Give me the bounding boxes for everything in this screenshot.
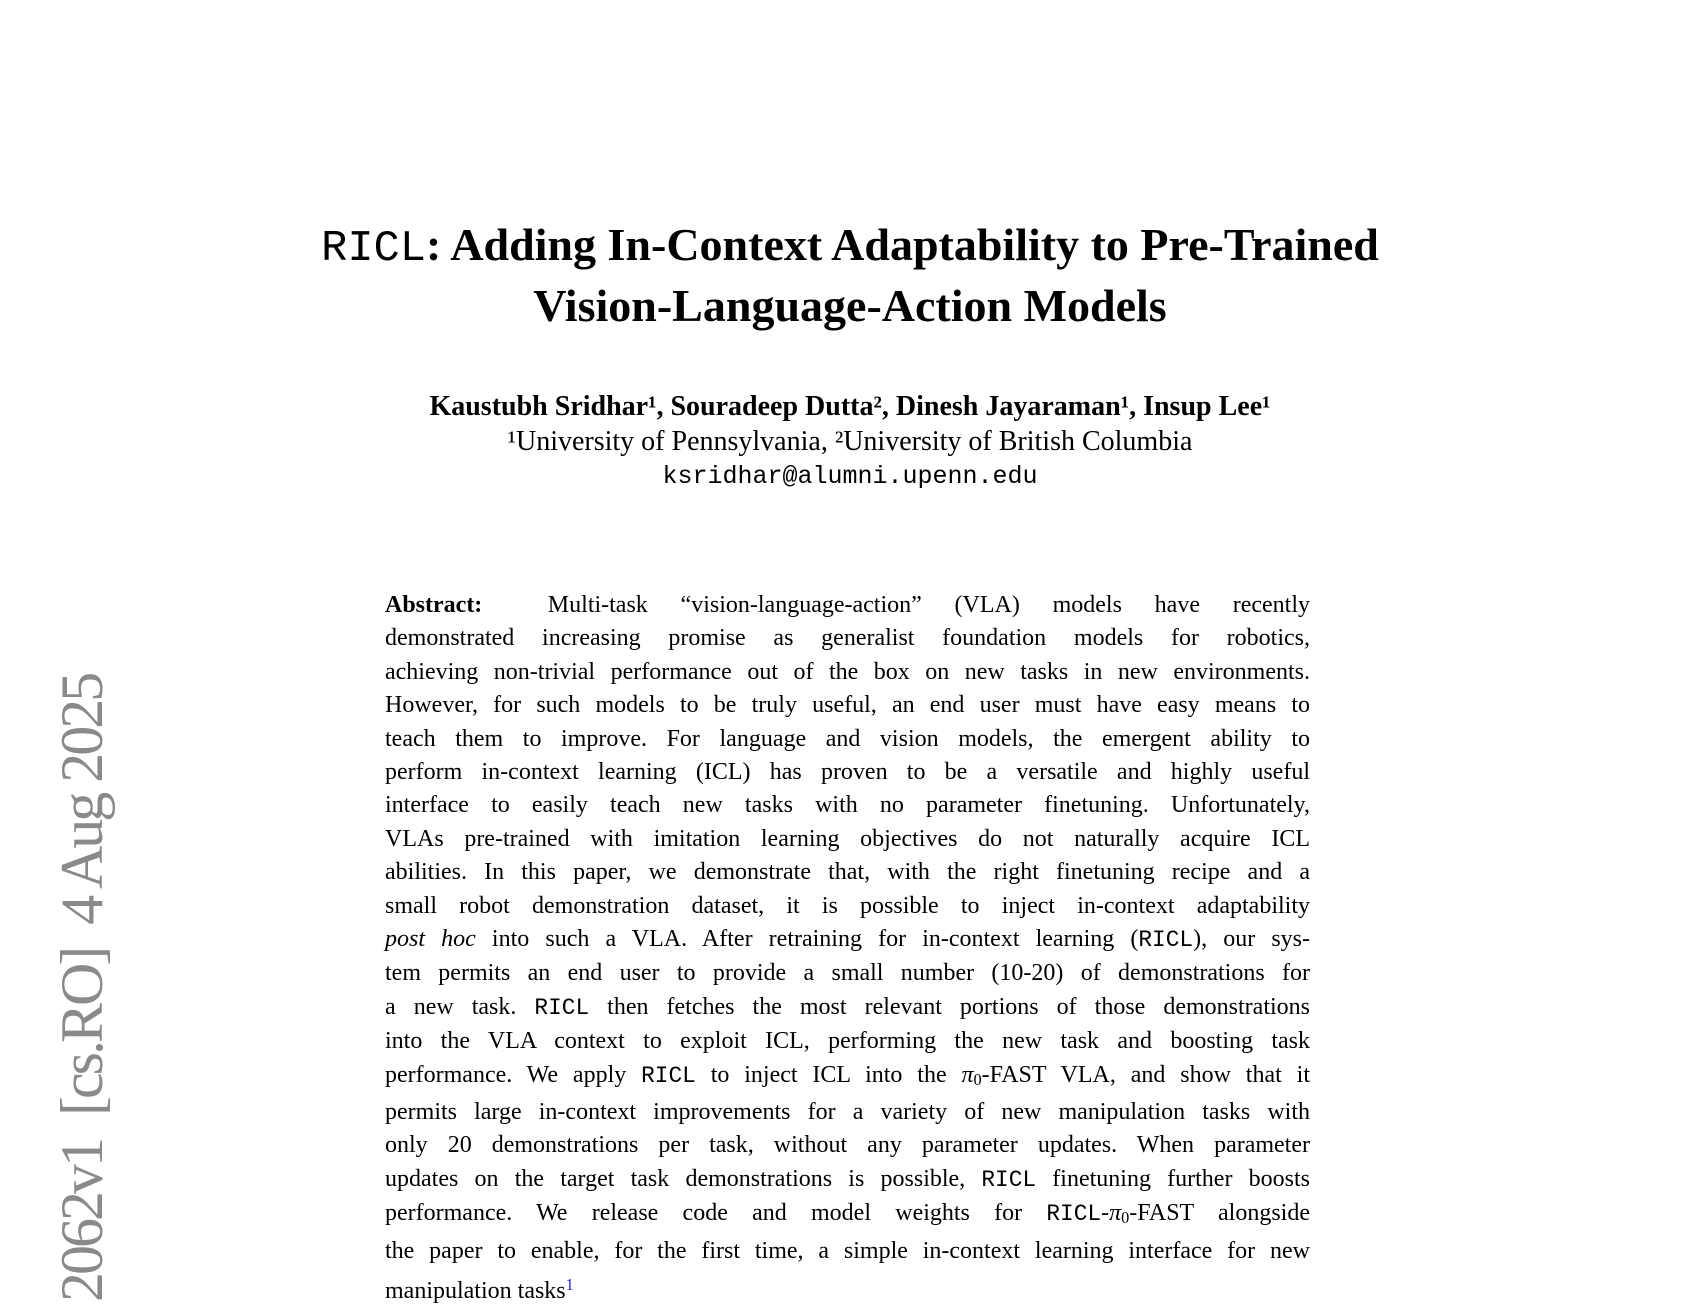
abstract-line-6 [385,756,1310,789]
text-segment: post hoc [385,926,476,953]
abstract-line-16 [385,1096,1310,1129]
text-segment: However, for such models to be truly useful, an end user must have easy means to [385,692,1310,719]
text-segment: 0 [1121,1208,1130,1228]
abstract-line-18 [385,1163,1310,1197]
text-segment: RICL [321,225,426,274]
abstract-line-13 [385,991,1310,1025]
abstract-line-1 [385,589,1310,622]
abstract-line-2 [385,622,1310,655]
affiliations-line: ¹University of Pennsylvania, ²University of British Columbia [507,426,1193,457]
text-segment: π [961,1061,974,1088]
author-block [0,389,1700,494]
abstract-line-7 [385,789,1310,822]
text-segment: RICL [1138,927,1194,954]
text-segment: then fetches the most relevant portions of those demonstrations [589,993,1310,1020]
text-segment: the paper to enable, for the first time, a simple in-context learning interface for new [385,1237,1310,1264]
text-segment: ), our sys- [1193,926,1310,953]
text-segment: - [1101,1200,1110,1227]
footnote-ref-1[interactable]: 1 [565,1275,574,1294]
text-segment: abilities. In this paper, we demonstrate that, with the right finetuning recipe and a [385,859,1310,886]
abstract-line-19 [385,1197,1310,1234]
abstract-line-21 [385,1268,1310,1309]
paper-title [0,217,1700,334]
paper-title-line1 [0,217,1700,278]
abstract-line-11 [385,923,1310,957]
text-segment: a new task. [385,993,535,1020]
abstract-line-4 [385,689,1310,722]
paper-title-line2 [0,278,1700,334]
abstract-line-9 [385,856,1310,889]
text-segment: 0 [973,1069,982,1089]
abstract-line-8 [385,823,1310,856]
text-segment: permits large in-context improvements for a variety of new manipulation tasks with [385,1099,1310,1126]
text-segment: achieving non-trivial performance out of the box on new tasks in new environments. [385,658,1310,685]
text-segment: RICL [534,994,590,1021]
abstract-line-17 [385,1129,1310,1162]
text-segment: VLAs pre-trained with imitation learning objectives do not naturally acquire ICL [385,825,1310,852]
text-segment: π [1109,1200,1122,1227]
text-segment: -FAST alongside [1129,1200,1310,1227]
abstract-line-14 [385,1025,1310,1058]
abstract [385,589,1310,1309]
text-segment: Multi-task “vision-language-action” (VLA) models have recently [482,592,1310,618]
text-segment: into the VLA context to exploit ICL, performing the new task and boosting task [385,1028,1310,1055]
text-segment: teach them to improve. For language and vision models, the emergent ability to [385,725,1310,752]
contact-email: ksridhar@alumni.upenn.edu [662,462,1038,491]
abstract-line-15 [385,1059,1310,1096]
abstract-line-12 [385,957,1310,990]
abstract-line-10 [385,890,1310,923]
abstract-line-3 [385,656,1310,689]
text-segment: manipulation tasks [385,1278,566,1305]
text-segment: -FAST VLA, and show that it [981,1061,1310,1088]
text-segment: demonstrated increasing promise as generalist foundation models for robotics, [385,625,1310,652]
text-segment: performance. We release code and model weights for [385,1200,1047,1227]
abstract-line-5 [385,723,1310,756]
text-segment: finetuning further boosts [1036,1165,1310,1192]
text-segment: to inject ICL into the [695,1061,962,1088]
text-segment: interface to easily teach new tasks with no parameter finetuning. Unfortunately, [385,792,1310,819]
text-segment: RICL [981,1166,1037,1193]
arxiv-watermark: 2062v1 [cs.RO] 4 Aug 2025 [49,674,115,1302]
text-segment: only 20 demonstrations per task, without any parameter updates. When parameter [385,1132,1310,1159]
text-segment: RICL [1046,1201,1102,1228]
text-segment: Abstract: [385,592,483,618]
text-segment: into such a VLA. After retraining for in-context learning ( [475,926,1139,953]
text-segment: tem permits an end user to provide a small number (10-20) of demonstrations for [385,960,1310,987]
abstract-line-20 [385,1235,1310,1268]
authors-line: Kaustubh Sridhar¹, Souradeep Dutta², Dinesh Jayaraman¹, Insup Lee¹ [429,391,1271,422]
text-segment: : Adding In-Context Adaptability to Pre-Trained [425,219,1379,270]
text-segment: updates on the target task demonstrations is possible, [385,1165,982,1192]
text-segment: performance. We apply [385,1061,642,1088]
text-segment: Vision-Language-Action Models [533,280,1167,331]
text-segment: small robot demonstration dataset, it is possible to inject in-context adaptability [385,892,1310,919]
text-segment: perform in-context learning (ICL) has proven to be a versatile and highly useful [385,759,1310,786]
text-segment: RICL [641,1062,696,1089]
